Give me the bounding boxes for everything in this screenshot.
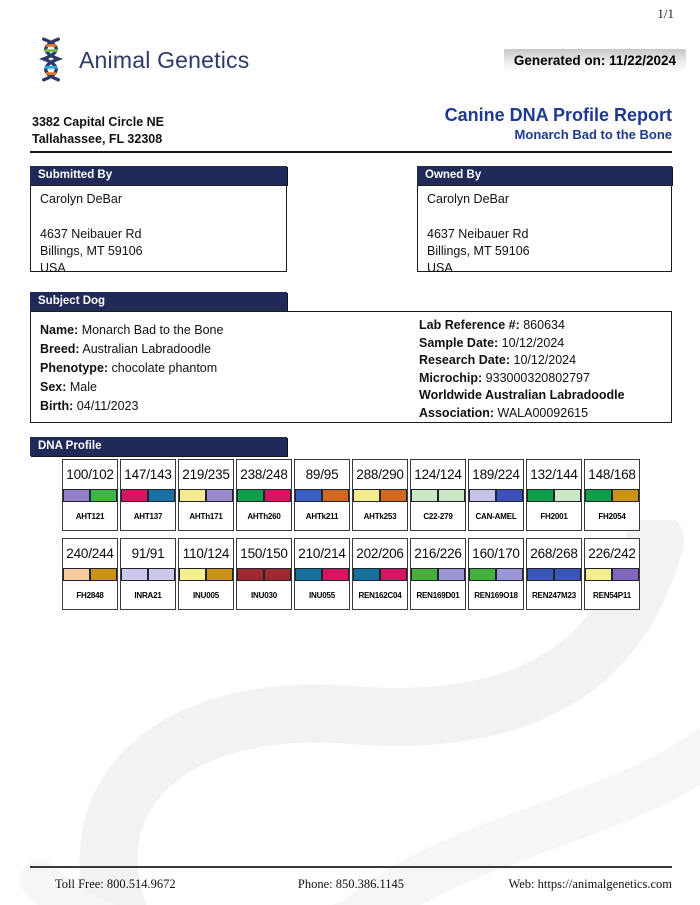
allele-color-band (121, 489, 175, 502)
field-row (419, 387, 671, 422)
field-value: Monarch Bad to the Bone (78, 323, 224, 337)
address-line: USA (40, 261, 66, 275)
field-row (419, 335, 671, 353)
allele-color-segment (148, 489, 175, 502)
allele-value: 132/144 (530, 467, 578, 482)
field-label: Research Date: (419, 353, 511, 367)
field-label: Sample Date: (419, 335, 499, 350)
footer-divider (30, 866, 672, 868)
field-row (419, 370, 671, 388)
allele-color-segment (295, 489, 322, 502)
dna-marker-cell-INRA21 (120, 538, 176, 610)
subject-dog-left-fields (40, 321, 380, 416)
allele-color-segment (90, 489, 117, 502)
dna-marker-cell-REN169D01 (410, 538, 466, 610)
allele-color-segment (264, 489, 291, 502)
allele-color-segment (527, 489, 554, 502)
allele-color-segment (295, 568, 322, 581)
allele-color-segment (438, 489, 465, 502)
field-label: Name: (40, 323, 79, 337)
footer-phone: Phone: 850.386.1145 (297, 877, 405, 891)
allele-color-segment (469, 489, 496, 502)
allele-color-segment (554, 568, 581, 581)
allele-color-band (353, 568, 407, 581)
marker-name: CAN-AMEL (475, 511, 517, 521)
dna-marker-cell-REN169O18 (468, 538, 524, 610)
allele-color-segment (179, 489, 206, 502)
subject-dog-heading: Subject Dog (30, 292, 287, 311)
dna-marker-cell-AHTh171 (178, 459, 234, 531)
dna-marker-cell-INU005 (178, 538, 234, 610)
allele-color-segment (612, 568, 639, 581)
field-value: 10/12/2024 (510, 353, 577, 367)
owned-by-heading: Owned By (417, 166, 672, 185)
allele-value: 124/124 (414, 467, 462, 482)
submitted-by-box (30, 185, 287, 275)
allele-color-band (63, 568, 117, 581)
dna-marker-cell-AHT137 (120, 459, 176, 531)
submitter-name: Carolyn DeBar (40, 192, 122, 206)
marker-name: AHT121 (75, 511, 105, 521)
allele-value: 91/91 (131, 546, 165, 561)
dna-marker-cell-AHTk211 (294, 459, 350, 531)
allele-value: 150/150 (240, 546, 288, 561)
allele-color-band (469, 568, 523, 581)
dna-marker-cell-REN247M23 (526, 538, 582, 610)
allele-color-band (121, 568, 175, 581)
allele-color-segment (612, 489, 639, 502)
field-value: chocolate phantom (108, 361, 218, 375)
address-line: USA (427, 261, 453, 275)
submitted-by-heading: Submitted By (30, 166, 287, 185)
marker-name: REN169O18 (474, 590, 518, 600)
marker-name: AHTk253 (363, 511, 397, 521)
allele-color-segment (585, 489, 612, 502)
marker-name: INRA21 (134, 590, 162, 600)
allele-color-band (63, 489, 117, 502)
marker-name: REN162C04 (358, 590, 402, 600)
marker-name: FH2848 (76, 590, 104, 600)
allele-color-segment (90, 568, 117, 581)
allele-color-band (295, 568, 349, 581)
allele-color-segment (322, 489, 349, 502)
allele-value: 288/290 (356, 467, 404, 482)
dna-marker-row (62, 538, 640, 610)
allele-color-band (469, 489, 523, 502)
owner-address (427, 226, 662, 277)
allele-color-band (527, 489, 581, 502)
dna-helix-icon (33, 36, 69, 84)
allele-value: 110/124 (182, 546, 230, 561)
owned-by-box (417, 185, 672, 275)
allele-color-segment (322, 568, 349, 581)
address-line: 4637 Neibauer Rd (40, 227, 142, 241)
page-indicator: 1/1 (657, 6, 674, 21)
allele-color-segment (206, 568, 233, 581)
report-subtitle: Monarch Bad to the Bone (514, 127, 672, 142)
allele-value: 202/206 (356, 546, 404, 561)
field-row (419, 352, 671, 370)
marker-name: AHT137 (133, 511, 163, 521)
dna-marker-cell-AHTh260 (236, 459, 292, 531)
allele-value: 89/95 (305, 467, 339, 482)
allele-color-segment (264, 568, 291, 581)
allele-color-segment (554, 489, 581, 502)
footer-web: Web: https://animalgenetics.com (508, 877, 672, 891)
field-label: Lab Reference #: (419, 318, 520, 332)
dna-marker-cell-REN54P11 (584, 538, 640, 610)
field-label: Breed: (40, 342, 80, 356)
allele-color-segment (121, 489, 148, 502)
allele-color-band (179, 568, 233, 581)
address-line: 4637 Neibauer Rd (427, 227, 529, 241)
owned-by-section (417, 166, 672, 275)
address-line: Billings, MT 59106 (40, 244, 143, 258)
company-address (32, 114, 164, 148)
marker-name: INU030 (251, 590, 277, 600)
allele-color-segment (63, 568, 90, 581)
dna-profile-section (30, 437, 672, 600)
marker-name: REN247M23 (531, 590, 576, 600)
generated-on-label: Generated on: 11/22/2024 (504, 49, 686, 73)
allele-value: 226/242 (588, 546, 636, 561)
field-label: Phenotype: (40, 361, 109, 375)
allele-color-segment (527, 568, 554, 581)
field-value: 933000320802797 (482, 370, 590, 385)
allele-value: 210/214 (298, 546, 346, 561)
allele-value: 240/244 (66, 546, 114, 561)
allele-value: 238/248 (240, 467, 288, 482)
allele-color-segment (411, 568, 438, 581)
dna-profile-table (62, 459, 640, 617)
allele-value: 219/235 (182, 467, 230, 482)
submitter-address (40, 226, 277, 277)
field-label: Microchip: (419, 370, 483, 385)
submitted-by-section (30, 166, 287, 275)
allele-color-band (527, 568, 581, 581)
allele-color-band (295, 489, 349, 502)
dna-marker-cell-AHT121 (62, 459, 118, 531)
allele-value: 189/224 (472, 467, 520, 482)
allele-color-band (237, 568, 291, 581)
allele-color-segment (496, 568, 523, 581)
field-row (419, 317, 671, 335)
allele-color-band (585, 489, 639, 502)
marker-name: AHTk211 (305, 511, 339, 521)
address-line: Billings, MT 59106 (427, 244, 530, 258)
field-value: Male (66, 380, 97, 394)
dna-marker-cell-FH2001 (526, 459, 582, 531)
field-row (40, 340, 380, 359)
dna-marker-cell-C22-279 (410, 459, 466, 531)
allele-color-band (411, 489, 465, 502)
address-line-2: Tallahassee, FL 32308 (32, 132, 163, 146)
field-row (40, 321, 380, 340)
dna-marker-cell-FH2054 (584, 459, 640, 531)
subject-dog-box (30, 311, 672, 423)
field-value: 04/11/2023 (73, 399, 139, 413)
marker-name: AHTh171 (189, 511, 223, 521)
allele-value: 216/226 (414, 546, 462, 561)
field-value: WALA00092615 (494, 405, 589, 420)
dna-marker-cell-FH2848 (62, 538, 118, 610)
allele-color-segment (469, 568, 496, 581)
allele-color-band (353, 489, 407, 502)
header-divider (30, 151, 672, 153)
allele-color-segment (380, 489, 407, 502)
field-label: Worldwide Australian Labradoodle Association: (419, 388, 625, 420)
marker-name: FH2001 (540, 511, 568, 521)
allele-color-band (585, 568, 639, 581)
allele-color-segment (353, 568, 380, 581)
allele-color-segment (148, 568, 175, 581)
dna-marker-cell-AHTk253 (352, 459, 408, 531)
allele-value: 268/268 (530, 546, 578, 561)
field-value: 860634 (519, 318, 565, 332)
allele-color-segment (121, 568, 148, 581)
field-value: Australian Labradoodle (79, 342, 211, 356)
allele-color-segment (63, 489, 90, 502)
report-title-block (445, 104, 672, 143)
allele-color-segment (438, 568, 465, 581)
allele-color-band (179, 489, 233, 502)
marker-name: AHTh260 (247, 511, 281, 521)
marker-name: INU005 (193, 590, 219, 600)
allele-color-segment (237, 568, 264, 581)
allele-value: 148/168 (588, 467, 636, 482)
allele-color-band (237, 489, 291, 502)
allele-value: 160/170 (472, 546, 520, 561)
field-row (40, 378, 380, 397)
allele-color-segment (179, 568, 206, 581)
field-value: 10/12/2024 (498, 335, 565, 350)
dna-marker-row (62, 459, 640, 531)
marker-name: FH2054 (598, 511, 626, 521)
dna-marker-cell-CAN-AMEL (468, 459, 524, 531)
dna-marker-cell-REN162C04 (352, 538, 408, 610)
allele-color-band (411, 568, 465, 581)
marker-name: INU055 (309, 590, 335, 600)
logo-text: Animal Genetics (79, 46, 250, 73)
marker-name: C22-279 (423, 511, 453, 521)
subject-dog-right-fields (419, 317, 671, 422)
field-row (40, 359, 380, 378)
allele-color-segment (353, 489, 380, 502)
dna-profile-heading: DNA Profile (30, 437, 287, 456)
dna-marker-cell-INU055 (294, 538, 350, 610)
allele-color-segment (496, 489, 523, 502)
report-title: Canine DNA Profile Report (444, 105, 672, 125)
allele-value: 100/102 (66, 467, 114, 482)
field-label: Birth: (40, 399, 74, 413)
company-logo (33, 36, 249, 84)
owner-name: Carolyn DeBar (427, 192, 509, 206)
field-row (40, 397, 380, 416)
marker-name: REN169D01 (416, 590, 460, 600)
field-label: Sex: (40, 380, 67, 394)
marker-name: REN54P11 (593, 590, 631, 600)
allele-color-segment (237, 489, 264, 502)
allele-color-segment (411, 489, 438, 502)
allele-color-segment (380, 568, 407, 581)
address-line-1: 3382 Capital Circle NE (32, 115, 165, 129)
footer-toll-free: Toll Free: 800.514.9672 (55, 877, 176, 891)
dna-marker-cell-INU030 (236, 538, 292, 610)
allele-value: 147/143 (124, 467, 172, 482)
allele-color-segment (206, 489, 233, 502)
subject-dog-section (30, 292, 672, 423)
allele-color-segment (585, 568, 612, 581)
